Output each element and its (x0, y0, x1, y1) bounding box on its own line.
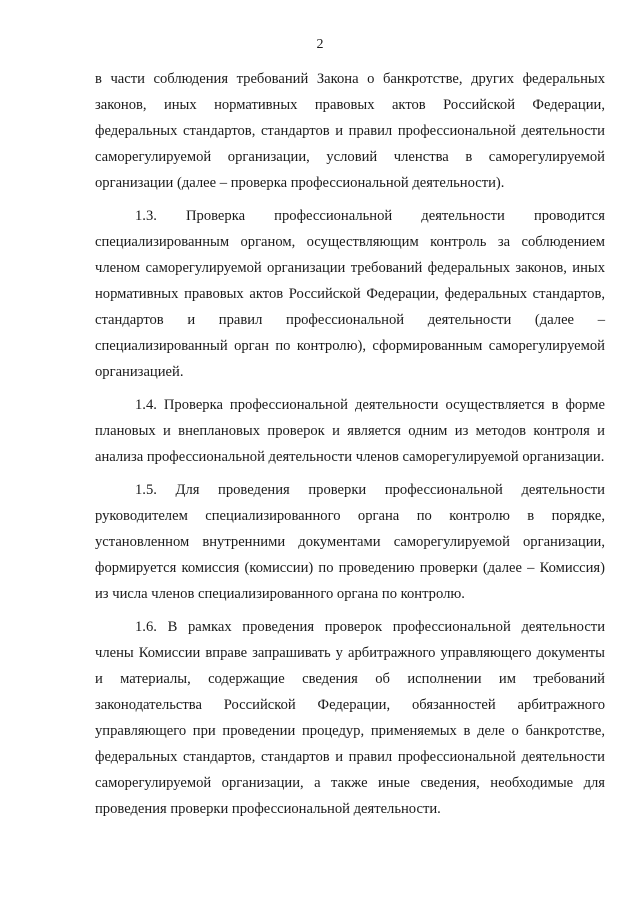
paragraph-1-5: 1.5. Для проведения проверки профессиональной деятельности руководителем специализированного органа по контролю в порядке, установленном внутренними документами саморегулируемой организации, формируется комиссия (комиссии) по проведению проверки (далее – Комиссия) из числа членов специализированного органа по контролю. (95, 482, 605, 602)
document-body (95, 66, 605, 829)
page-number: 2 (316, 37, 324, 52)
paragraph-1-4: 1.4. Проверка профессиональной деятельности осуществляется в форме плановых и внеплановых проверок и является одним из методов контроля и анализа профессиональной деятельности членов саморегулируемой организации. (95, 397, 605, 465)
paragraph-1-6: 1.6. В рамках проведения проверок профессиональной деятельности члены Комиссии вправе запрашивать у арбитражного управляющего документы и материалы, содержащие сведения об исполнении им требований законодательства Российской Федерации, обязанностей арбитражного управляющего при проведении процедур, применяемых в деле о банкротстве, федеральных стандартов, стандартов и правил профессиональной деятельности саморегулируемой организации, а также иные сведения, необходимые для проведения проверки профессиональной деятельности. (95, 619, 605, 817)
paragraph-continuation: в части соблюдения требований Закона о банкротстве, других федеральных законов, иных нормативных правовых актов Российской Федерации, федеральных стандартов, стандартов и правил профессиональной деятельности саморегулируемой организации, условий членства в саморегулируемой организации (далее – проверка профессиональной деятельности). (95, 71, 605, 191)
paragraph-1-3: 1.3. Проверка профессиональной деятельности проводится специализированным органом, осуществляющим контроль за соблюдением членом саморегулируемой организации требований федеральных законов, иных нормативных правовых актов Российской Федерации, федеральных стандартов, стандартов и правил профессиональной деятельности (далее – специализированный орган по контролю), сформированным саморегулируемой организацией. (95, 208, 605, 380)
